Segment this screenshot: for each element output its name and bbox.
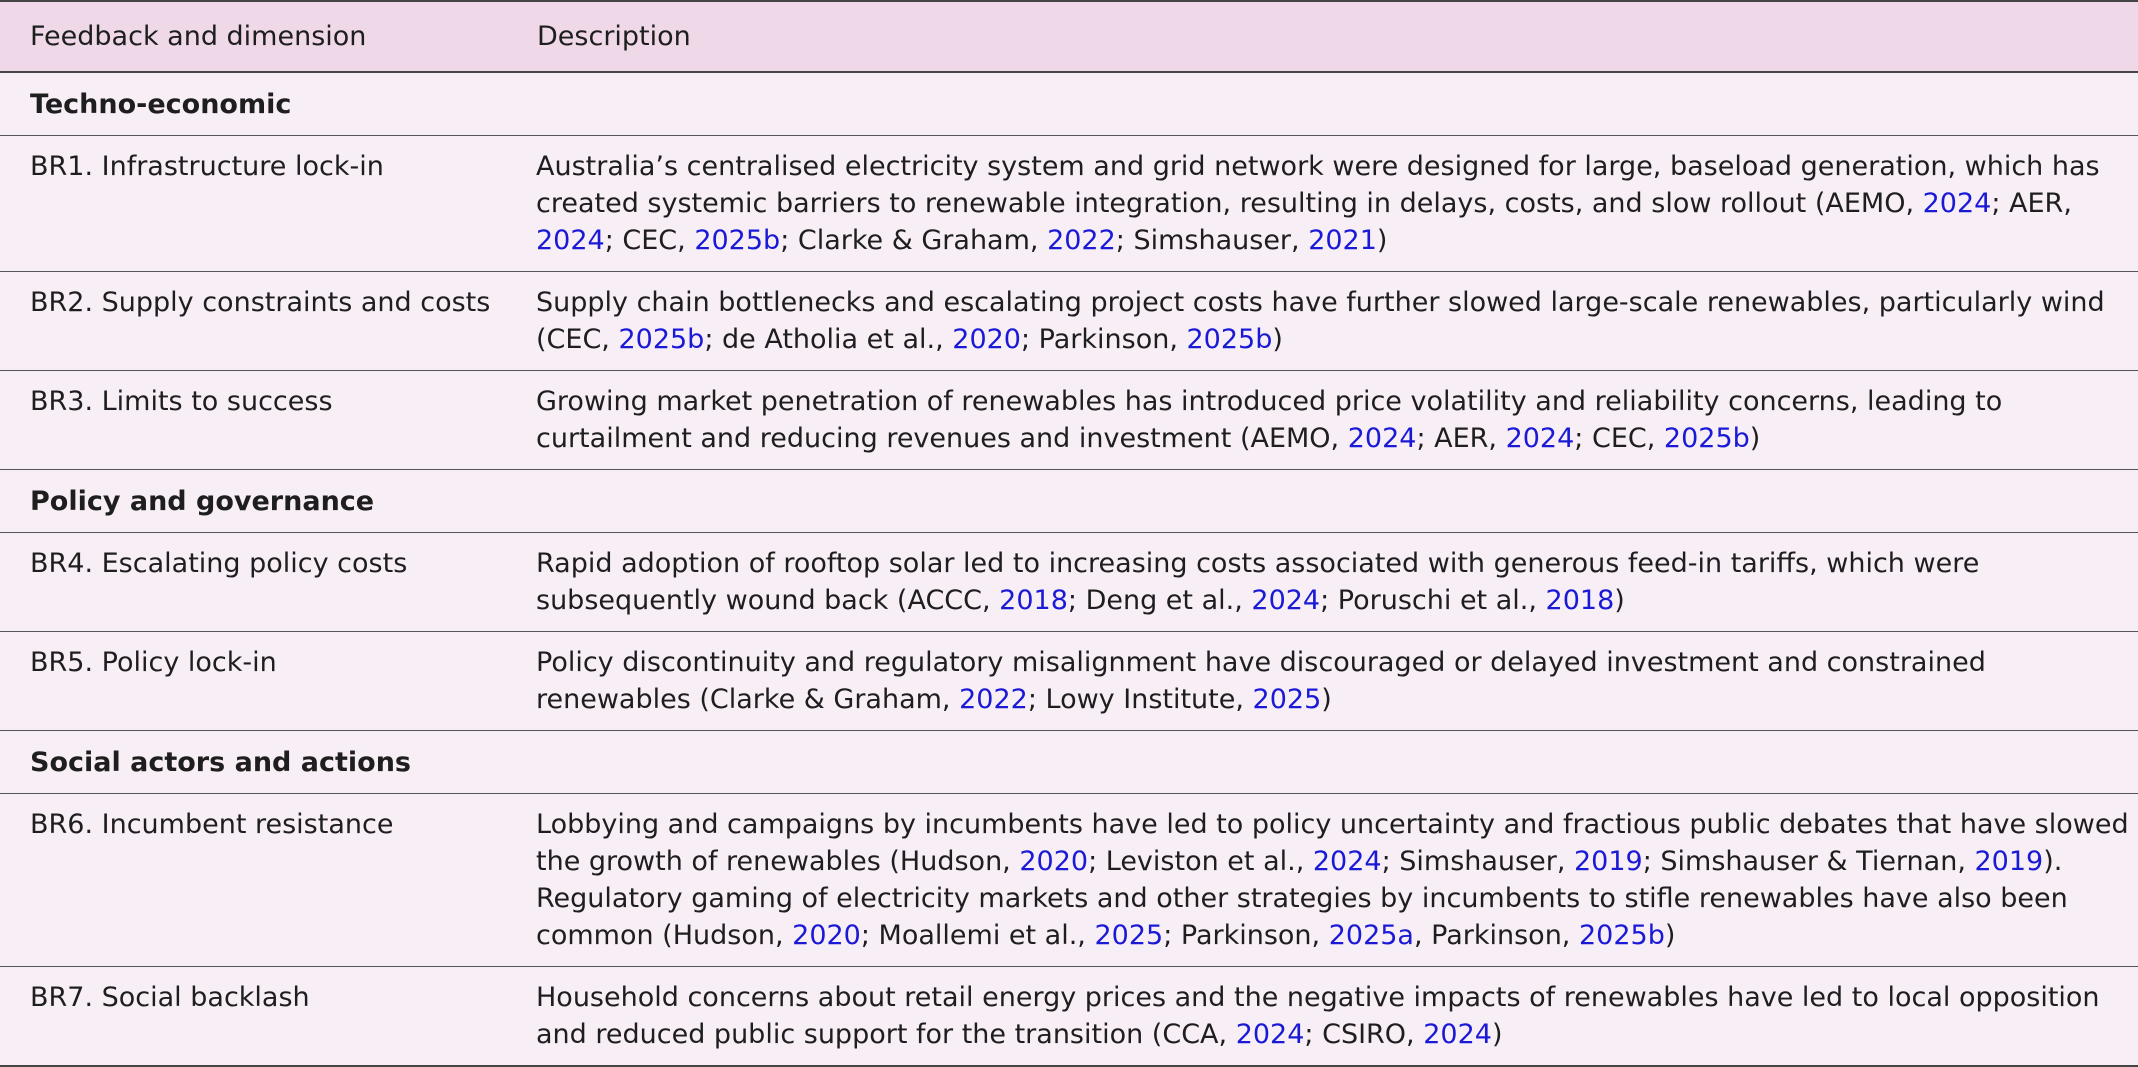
feedback-label: BR5. Policy lock-in xyxy=(0,632,507,731)
citation-link[interactable]: 2024 xyxy=(1922,188,1992,219)
citation-link[interactable]: 2025b xyxy=(694,225,781,256)
description-text: Growing market penetration of renewables has introduced price volatility and reliability concerns, leading to curtailment and reducing revenues and investment (AEMO, xyxy=(536,386,2003,454)
description-text: ; Parkinson, xyxy=(1163,920,1329,951)
table-body xyxy=(0,72,2138,1066)
section-title: Policy and governance xyxy=(0,470,2138,533)
citation-link[interactable]: 2025 xyxy=(1252,684,1322,715)
citation-link[interactable]: 2024 xyxy=(536,225,605,256)
description-text: ; CSIRO, xyxy=(1304,1019,1424,1050)
description-text: ) xyxy=(1614,585,1625,616)
description-text: Household concerns about retail energy prices and the negative impacts of renewables have led to local opposition and reduced public support for the transition (CCA, xyxy=(536,982,2100,1050)
description-cell xyxy=(507,533,2138,632)
description-text: ) xyxy=(1272,324,1283,355)
description-text: ; Leviston et al., xyxy=(1088,846,1313,877)
citation-link[interactable]: 2025a xyxy=(1328,920,1414,951)
description-text: ) xyxy=(1376,225,1388,256)
description-text: ; Parkinson, xyxy=(1020,324,1187,355)
table-row xyxy=(0,136,2138,272)
feedback-label: BR1. Infrastructure lock-in xyxy=(0,136,507,272)
section-title: Techno-economic xyxy=(0,72,2138,136)
table-row xyxy=(0,272,2138,371)
table-row xyxy=(0,371,2138,470)
description-cell xyxy=(507,371,2138,470)
citation-link[interactable]: 2024 xyxy=(1423,1019,1492,1050)
description-text: Lobbying and campaigns by incumbents have led to policy uncertainty and fractious public debates that have slowed the growth of renewables (Hudson, xyxy=(536,809,2129,877)
description-text: ; Simshauser & Tiernan, xyxy=(1642,846,1975,877)
feedback-label: BR3. Limits to success xyxy=(0,371,507,470)
description-text: ) xyxy=(1321,684,1332,715)
description-text: , Parkinson, xyxy=(1413,920,1579,951)
description-text: ) xyxy=(1664,920,1676,951)
section-row xyxy=(0,470,2138,533)
citation-link[interactable]: 2020 xyxy=(952,324,1021,355)
description-text: ; AER, xyxy=(1991,188,2072,219)
description-text: Rapid adoption of rooftop solar led to increasing costs associated with generous feed-in tariffs, which were subsequently wound back (ACCC, xyxy=(536,548,1980,616)
description-text: ) xyxy=(1749,423,1761,454)
citation-link[interactable]: 2024 xyxy=(1312,846,1382,877)
citation-link[interactable]: 2022 xyxy=(959,684,1028,715)
description-cell xyxy=(507,794,2138,967)
table-row xyxy=(0,632,2138,731)
citation-link[interactable]: 2025 xyxy=(1094,920,1164,951)
section-row xyxy=(0,731,2138,794)
description-text: ) xyxy=(1491,1019,1503,1050)
description-text: Supply chain bottlenecks and escalating project costs have further slowed large-scale renewables, particularly wind (CEC, xyxy=(536,287,2105,355)
table-header-row xyxy=(0,1,2138,72)
table-row xyxy=(0,794,2138,967)
column-header-description: Description xyxy=(507,1,2138,72)
table-row xyxy=(0,533,2138,632)
description-text: ; Deng et al., xyxy=(1067,585,1252,616)
description-text: ; Lowy Institute, xyxy=(1027,684,1253,715)
description-text: ; AER, xyxy=(1416,423,1506,454)
citation-link[interactable]: 2025b xyxy=(1663,423,1750,454)
table-row xyxy=(0,967,2138,1067)
citation-link[interactable]: 2022 xyxy=(1047,225,1116,256)
feedback-label: BR2. Supply constraints and costs xyxy=(0,272,507,371)
citation-link[interactable]: 2025b xyxy=(1186,324,1273,355)
description-text: ; CEC, xyxy=(1574,423,1664,454)
citation-link[interactable]: 2024 xyxy=(1505,423,1575,454)
description-text: ; Simshauser, xyxy=(1115,225,1309,256)
description-text: ; Poruschi et al., xyxy=(1320,585,1546,616)
description-text: ; CEC, xyxy=(604,225,695,256)
citation-link[interactable]: 2019 xyxy=(1974,846,2044,877)
section-row xyxy=(0,72,2138,136)
description-text: ; Simshauser, xyxy=(1381,846,1574,877)
citation-link[interactable]: 2025b xyxy=(618,324,705,355)
citation-link[interactable]: 2020 xyxy=(1019,846,1089,877)
description-cell xyxy=(507,967,2138,1067)
citation-link[interactable]: 2024 xyxy=(1347,423,1417,454)
description-text: ). Regulatory gaming of electricity markets and other strategies by incumbents to stifle renewables have also been common (Hudson, xyxy=(536,846,2068,951)
citation-link[interactable]: 2020 xyxy=(792,920,861,951)
feedback-label: BR6. Incumbent resistance xyxy=(0,794,507,967)
feedback-label: BR7. Social backlash xyxy=(0,967,507,1067)
citation-link[interactable]: 2025b xyxy=(1578,920,1665,951)
citation-link[interactable]: 2018 xyxy=(1545,585,1615,616)
feedback-label: BR4. Escalating policy costs xyxy=(0,533,507,632)
description-text: Policy discontinuity and regulatory misalignment have discouraged or delayed investment and constrained renewables (Clarke & Graham, xyxy=(536,647,1986,715)
citation-link[interactable]: 2018 xyxy=(999,585,1068,616)
description-cell xyxy=(507,632,2138,731)
citation-link[interactable]: 2024 xyxy=(1251,585,1321,616)
description-cell xyxy=(507,136,2138,272)
description-text: ; de Atholia et al., xyxy=(704,324,953,355)
citation-link[interactable]: 2024 xyxy=(1235,1019,1305,1050)
citation-link[interactable]: 2019 xyxy=(1573,846,1643,877)
column-header-feedback: Feedback and dimension xyxy=(0,1,507,72)
section-title: Social actors and actions xyxy=(0,731,2138,794)
description-cell xyxy=(507,272,2138,371)
citation-link[interactable]: 2021 xyxy=(1308,225,1377,256)
description-text: ; Moallemi et al., xyxy=(860,920,1095,951)
description-text: ; Clarke & Graham, xyxy=(780,225,1048,256)
description-text: Australia’s centralised electricity system and grid network were designed for large, baseload generation, which has created systemic barriers to renewable integration, resulting in delays, costs, and slow rollout (AEMO, xyxy=(536,151,2100,219)
